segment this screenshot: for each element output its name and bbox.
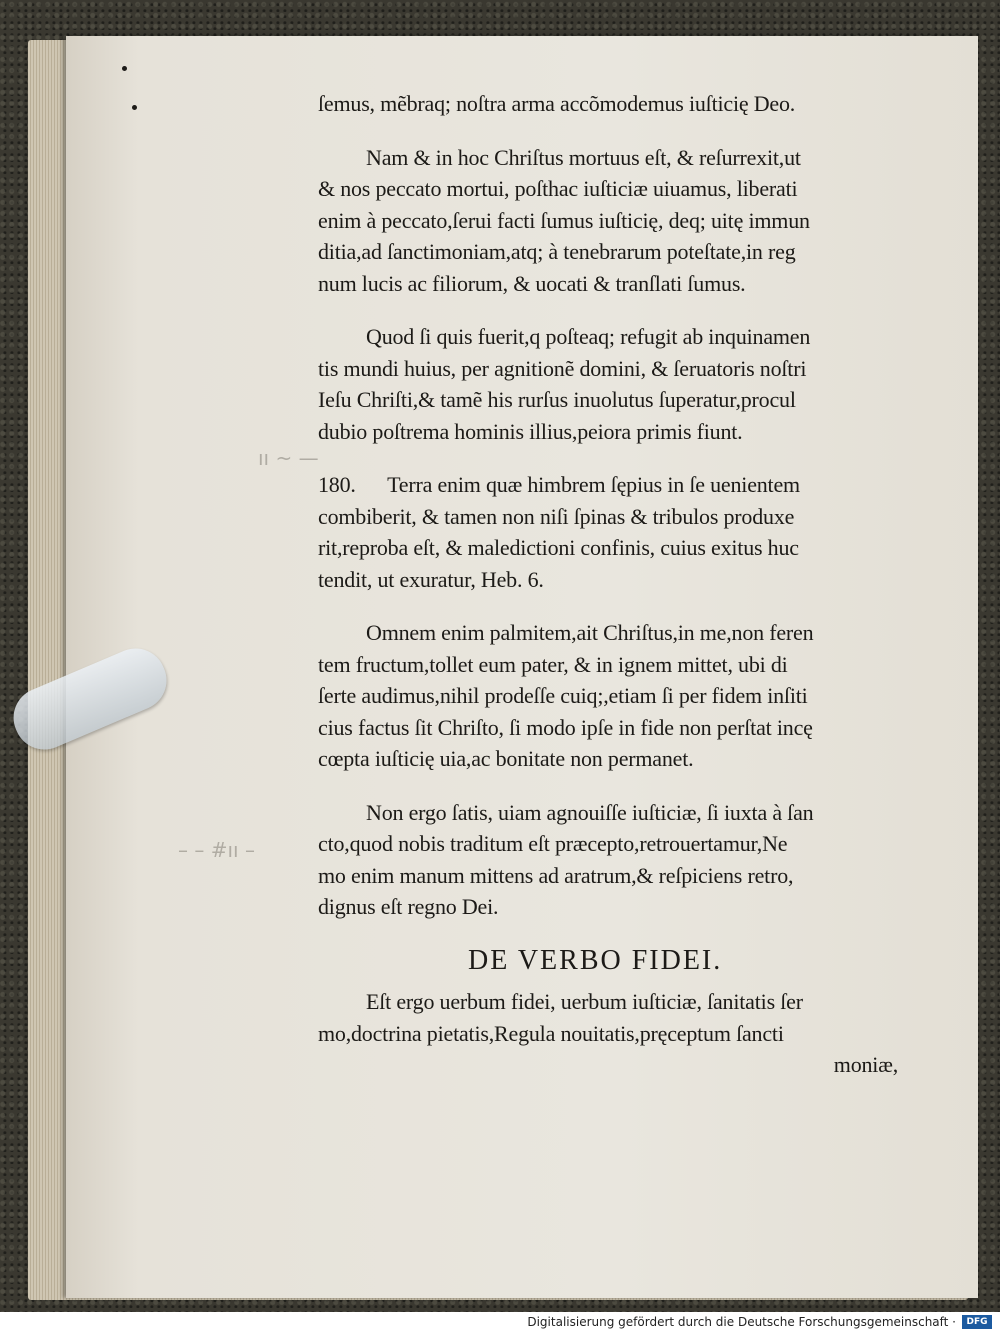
pencil-mark: ıı ~ — <box>258 446 319 470</box>
text-line: ſemus, mẽbraq; noſtra arma accõmodemus iuſticię Deo. <box>318 91 796 116</box>
text-line: tis mundi huius, per agnitionẽ domini, & ſeruatoris noſtri <box>318 355 807 381</box>
paragraph-2 <box>318 321 918 447</box>
text-line: dubio poſtrema hominis illius,peiora primis fiunt. <box>318 418 743 444</box>
text-line: cius factus ſit Chriſto, ſi modo ipſe in fide non perſtat incę <box>318 714 813 740</box>
text-line: tem fructum,tollet eum pater, & in ignem mittet, ubi di <box>318 651 788 677</box>
paragraph-0 <box>318 88 918 120</box>
text-line: moniæ, <box>833 1052 898 1077</box>
page-text <box>318 88 918 1103</box>
paragraph-5 <box>318 797 918 923</box>
section-heading: DE VERBO FIDEI. <box>468 944 723 976</box>
paragraph-1 <box>318 142 918 300</box>
paragraph-3 <box>318 469 918 595</box>
text-line: tendit, ut exuratur, Heb. 6. <box>318 566 544 592</box>
ink-dot <box>122 66 127 71</box>
text-line: cto,quod nobis traditum eſt præcepto,retrouertamur,Ne <box>318 831 788 856</box>
text-line: ditia,ad ſanctimoniam,atq; à tenebrarum poteſtate,in reg <box>318 239 796 264</box>
text-line: Non ergo ſatis, uiam agnouiſſe iuſticiæ, ſi iuxta à ſan <box>366 799 814 825</box>
text-line: Quod ſi quis fuerit,q poſteaq; refugit ab inquinamen <box>366 324 811 349</box>
text-line: Ieſu Chriſti,& tamẽ his rurſus inuolutus ſuperatur,procul <box>318 387 796 412</box>
text-line: mo,doctrina pietatis,Regula nouitatis,pręceptum ſancti <box>318 1020 784 1046</box>
text-line: Omnem enim palmitem,ait Chriſtus,in me,non feren <box>366 620 814 645</box>
text-line: dignus eſt regno Dei. <box>318 894 499 919</box>
paragraph-4 <box>318 617 918 775</box>
text-line: mo enim manum mittens ad aratrum,& reſpiciens retro, <box>318 862 794 888</box>
dfg-logo: DFG <box>962 1315 992 1329</box>
text-line: combiberit, & tamen non niſi ſpinas & tribulos produxe <box>318 503 795 529</box>
footer-bar <box>0 1312 1000 1333</box>
text-line: enim à peccato,ſerui facti ſumus iuſticię, deq; uitę immun <box>318 207 810 233</box>
funding-credit: Digitalisierung gefördert durch die Deutsche Forschungsgemeinschaft · <box>527 1315 956 1329</box>
text-line: 180. Terra enim quæ himbrem ſępius in ſe uenientem <box>318 472 800 497</box>
text-line: num lucis ac filiorum, & uocati & tranſlati ſumus. <box>318 270 746 296</box>
text-line: ſerte audimus,nihil prodeſſe cuiq;,etiam ſi per fidem inſiti <box>318 683 808 708</box>
text-line: rit,reproba eſt, & maledictioni confinis, cuius exitus huc <box>318 535 799 560</box>
text-line: cœpta iuſticię uia,ac bonitate non permanet. <box>318 746 694 771</box>
text-line: Nam & in hoc Chriſtus mortuus eſt, & reſurrexit,ut <box>366 144 801 170</box>
paragraph-6 <box>318 986 918 1081</box>
text-line: & nos peccato mortui, poſthac iuſticiæ uiuamus, liberati <box>318 176 798 201</box>
ink-dot <box>132 105 137 110</box>
text-line: Eſt ergo uerbum fidei, uerbum iuſticiæ, ſanitatis ſer <box>366 989 803 1014</box>
pencil-mark: – – #ıı – <box>178 838 255 862</box>
